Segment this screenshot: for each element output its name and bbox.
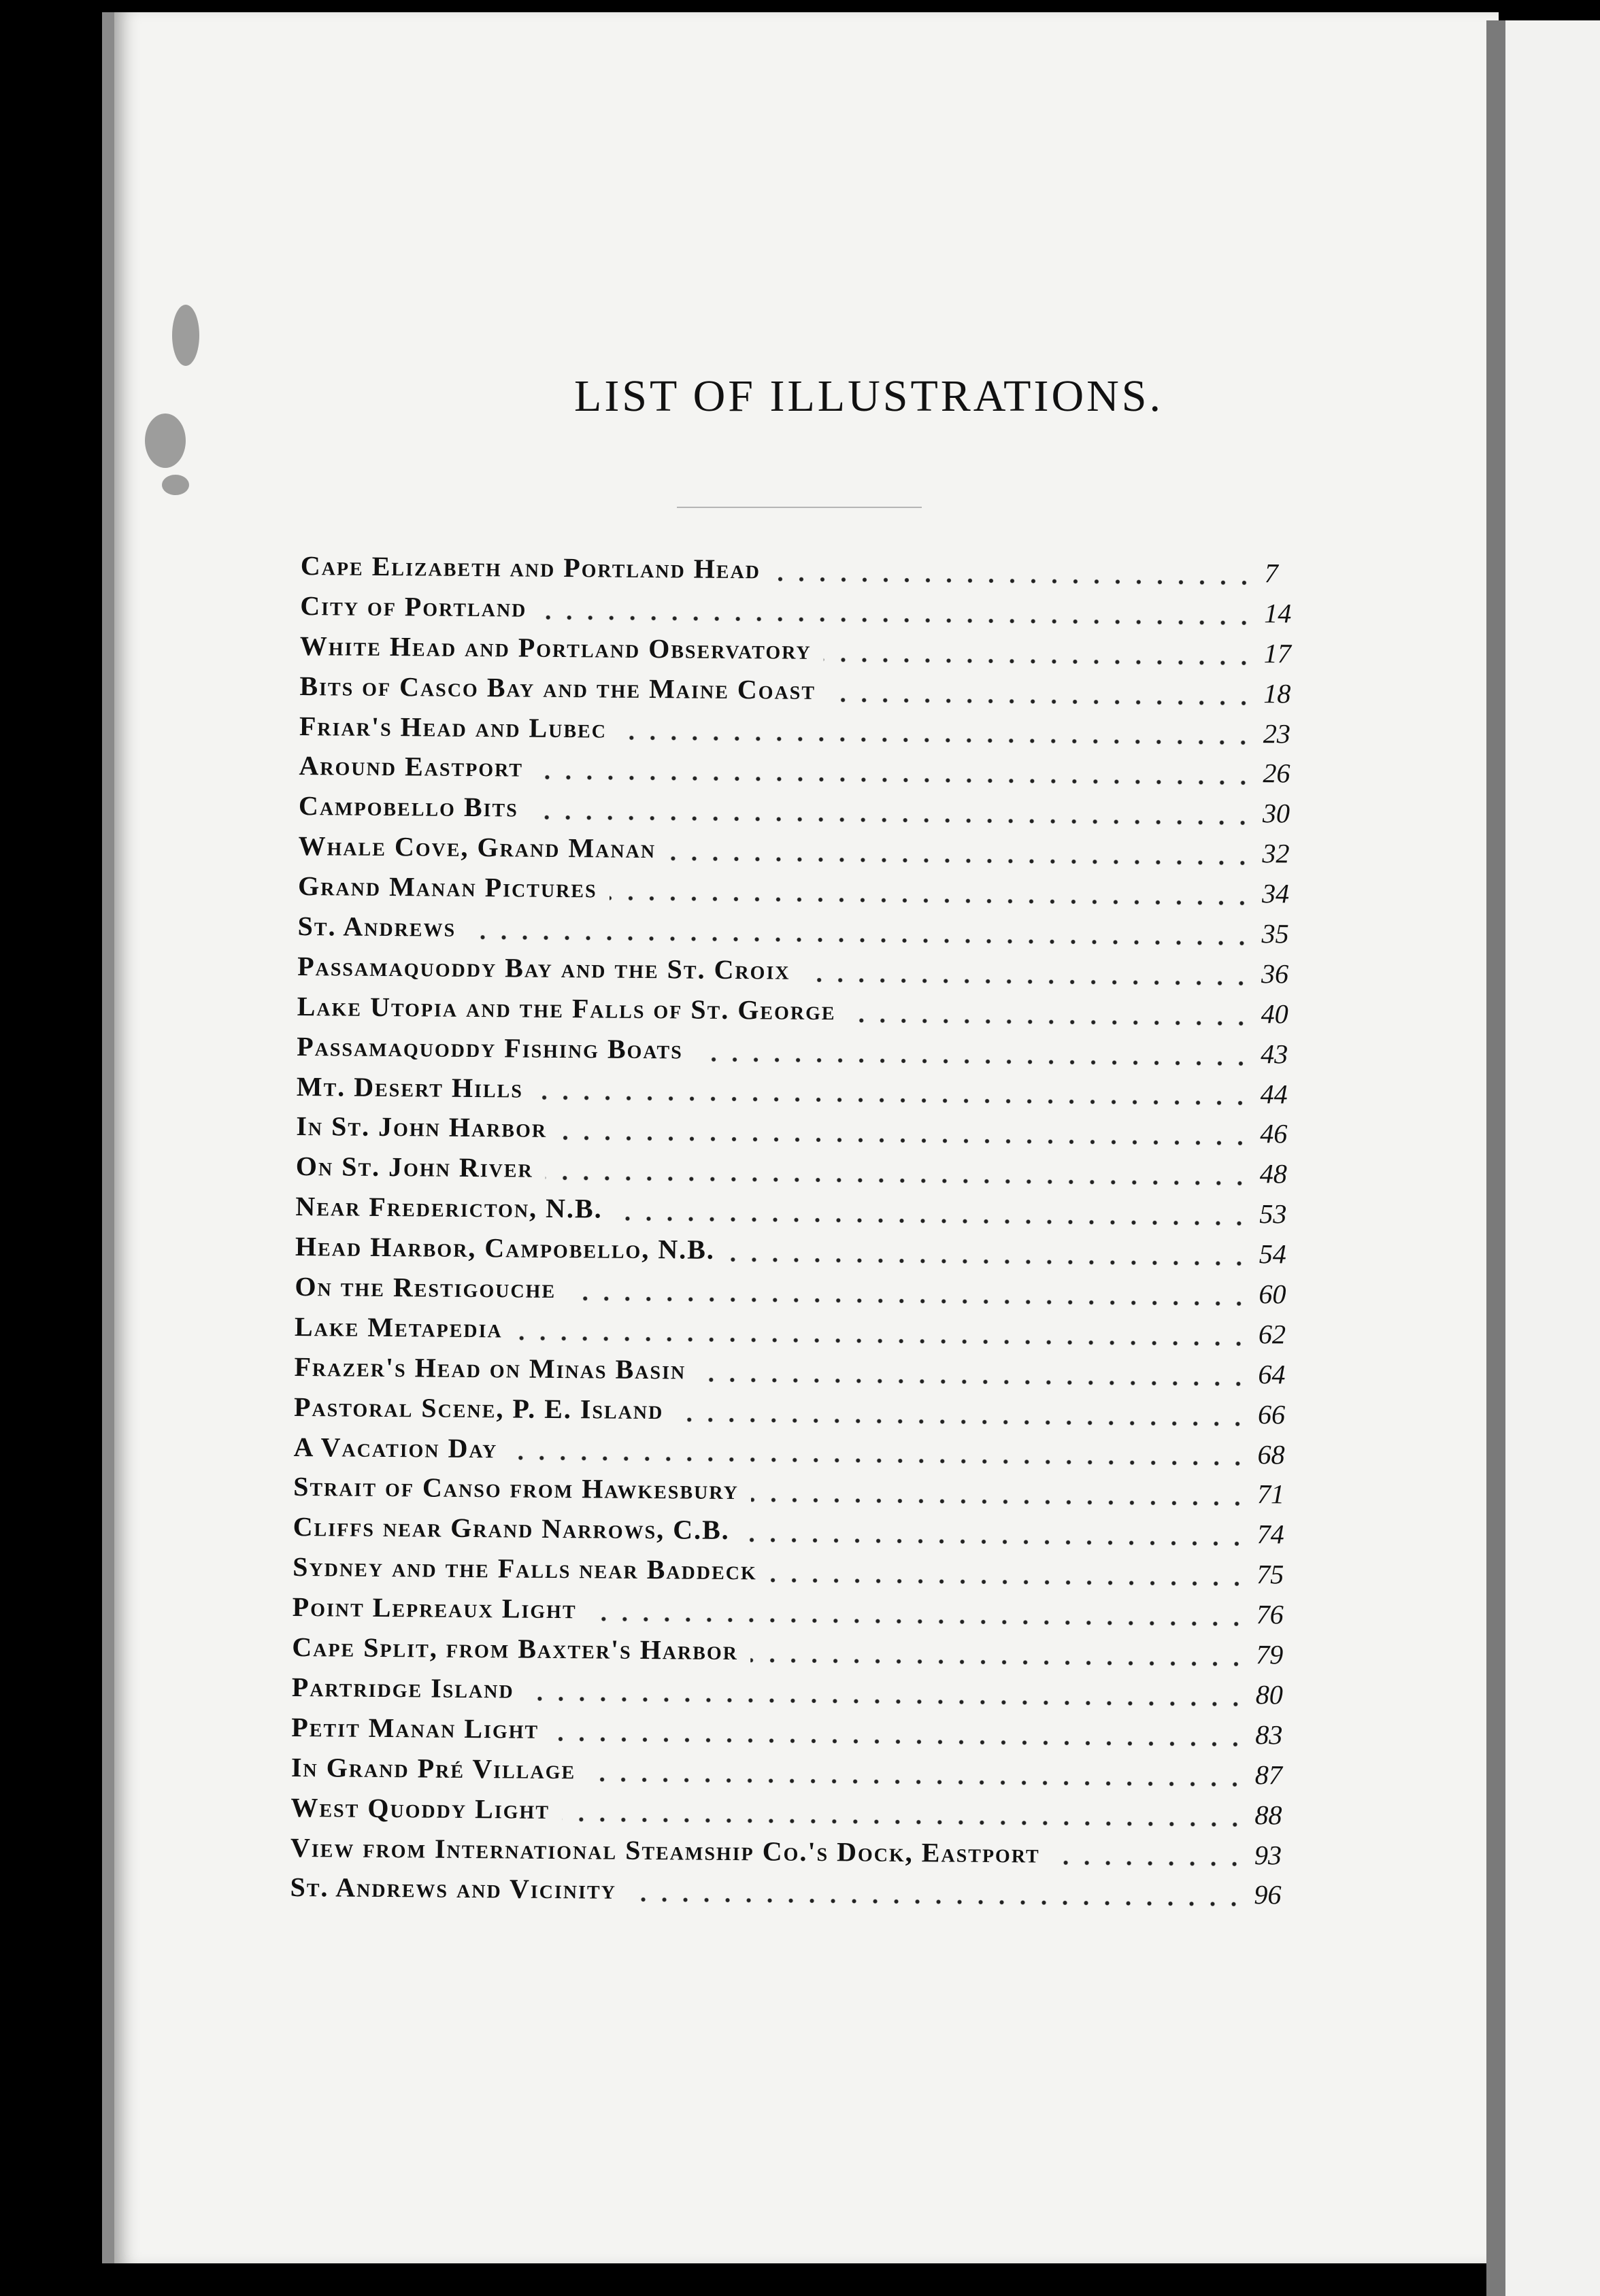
entry-page-number: 26 [1263,758,1290,789]
facing-page-edge [1505,20,1600,2296]
entry-page-number: 93 [1254,1839,1282,1870]
entry-title: Friar's Head and Lubec [299,710,607,744]
dot-leader [527,1693,1246,1708]
entry-page-number: 53 [1259,1198,1287,1230]
entry-title: Sydney and the Falls near Baddeck [293,1551,757,1586]
dot-leader [824,655,1254,668]
page-gutter [1486,20,1505,2296]
dot-leader [629,1895,1245,1909]
dot-leader [828,695,1254,708]
entry-title: Grand Manan Pictures [297,871,597,904]
entry-page-number: 80 [1255,1679,1283,1710]
entry-title: Point Lepreaux Light [292,1591,577,1625]
entry-page-number: 68 [1257,1438,1285,1470]
entry-page-number: 60 [1259,1279,1286,1310]
entry-title: Lake Metapedia [294,1311,503,1344]
entry-title: A Vacation Day [293,1431,498,1464]
entry-page-number: 79 [1256,1639,1284,1670]
entry-page-number: 18 [1263,677,1291,709]
dot-leader [695,1054,1252,1068]
entry-page-number: 30 [1262,798,1290,829]
entry-title: St. Andrews [297,910,456,943]
entry-title: Cape Elizabeth and Portland Head [300,550,761,585]
dot-leader [802,975,1252,988]
entry-title: White Head and Portland Observatory [299,630,812,665]
entry-page-number: 32 [1262,838,1290,869]
entry-page-number: 74 [1256,1519,1284,1550]
dot-leader [615,1214,1250,1228]
entry-page-number: 43 [1261,1038,1288,1070]
entry-page-number: 17 [1263,637,1292,669]
dot-leader [535,1093,1251,1108]
entry-title: On St. John River [295,1151,533,1184]
entry-title: Petit Manan Light [291,1711,539,1744]
entry-page-number: 35 [1261,918,1289,949]
entry-title: Mt. Desert Hills [296,1070,524,1104]
dot-leader [531,813,1253,828]
entry-title: Frazer's Head on Minas Basin [294,1351,686,1385]
entry-page-number: 44 [1260,1078,1288,1109]
entry-page-number: 34 [1261,878,1290,909]
entry-title: Whale Cove, Grand Manan [298,830,656,864]
dot-leader [698,1374,1248,1388]
dot-leader [588,1614,1246,1629]
dot-leader [546,1173,1250,1188]
entry-title: Passamaquoddy Fishing Boats [297,1030,683,1065]
entry-page-number: 83 [1255,1719,1283,1751]
dot-leader [562,1814,1246,1829]
entry-page-number: 96 [1254,1879,1282,1910]
entry-page-number: 40 [1261,998,1288,1030]
entry-title: St. Andrews and Vicinity [290,1872,617,1906]
entry-page-number: 76 [1256,1599,1284,1630]
dot-leader [468,932,1252,948]
entry-title: Head Harbor, Campobello, N.B. [295,1231,716,1265]
ink-smudge [172,305,199,366]
entry-page-number: 14 [1264,598,1292,629]
entry-title: City of Portland [300,590,527,623]
dot-leader [773,574,1255,588]
entry-page-number: 62 [1258,1319,1286,1350]
entry-title: Cliffs near Grand Narrows, C.B. [293,1511,730,1546]
dot-leader [619,733,1254,747]
entry-title: Strait of Canso from Hawkesbury [293,1471,739,1506]
entry-title: Pastoral Scene, P. E. Island [293,1391,664,1425]
ink-smudge [162,475,189,495]
entry-title: Passamaquoddy Bay and the St. Croix [297,950,790,985]
entry-page-number: 71 [1256,1479,1285,1510]
entry-page-number: 46 [1260,1118,1288,1149]
dot-leader [539,613,1254,628]
entry-page-number: 36 [1261,958,1289,990]
title-divider [677,507,922,508]
entry-title: Near Fredericton, N.B. [295,1191,603,1224]
dot-leader [609,894,1252,908]
entry-page-number: 23 [1263,718,1291,749]
entry-title: In Grand Pré Village [290,1751,576,1785]
dot-leader [535,773,1254,788]
entry-page-number: 64 [1258,1358,1286,1390]
entry-page-number: 7 [1264,558,1278,589]
dot-leader [750,1655,1246,1669]
dot-leader [551,1734,1246,1749]
dot-leader [742,1535,1248,1549]
dot-leader [769,1576,1248,1589]
entry-title: Around Eastport [299,750,524,783]
dot-leader [668,854,1253,868]
dot-leader [751,1496,1248,1509]
dot-leader [588,1774,1246,1789]
entry-title: Bits of Casco Bay and the Maine Coast [299,670,816,705]
entry-title: Cape Split, from Baxter's Harbor [292,1631,739,1666]
entry-page-number: 87 [1254,1759,1283,1791]
illustrations-list [290,550,1304,1919]
entry-title: Partridge Island [291,1671,514,1704]
list-item [290,1871,1293,1919]
dot-leader [568,1294,1249,1309]
entry-title: Lake Utopia and the Falls of St. George [297,990,836,1026]
dot-leader [676,1415,1248,1429]
page-title: LIST OF ILLUSTRATIONS. [574,371,1163,421]
entry-page-number: 54 [1259,1238,1287,1270]
entry-page-number: 66 [1257,1398,1286,1430]
dot-leader [1052,1858,1245,1869]
dot-leader [848,1015,1251,1028]
dot-leader [515,1333,1249,1348]
entry-page-number: 48 [1259,1158,1288,1189]
entry-title: View from International Steamship Co.'s Dock, Eastport [290,1831,1040,1869]
entry-title: West Quoddy Light [290,1791,550,1825]
dot-leader [559,1133,1250,1148]
dot-leader [727,1255,1250,1268]
entry-title: On the Restigouche [295,1270,556,1304]
entry-title: Campobello Bits [298,790,518,823]
dot-leader [510,1453,1248,1469]
entry-title: In St. John Harbor [296,1111,548,1144]
entry-page-number: 88 [1254,1799,1282,1830]
entry-page-number: 75 [1256,1559,1284,1590]
